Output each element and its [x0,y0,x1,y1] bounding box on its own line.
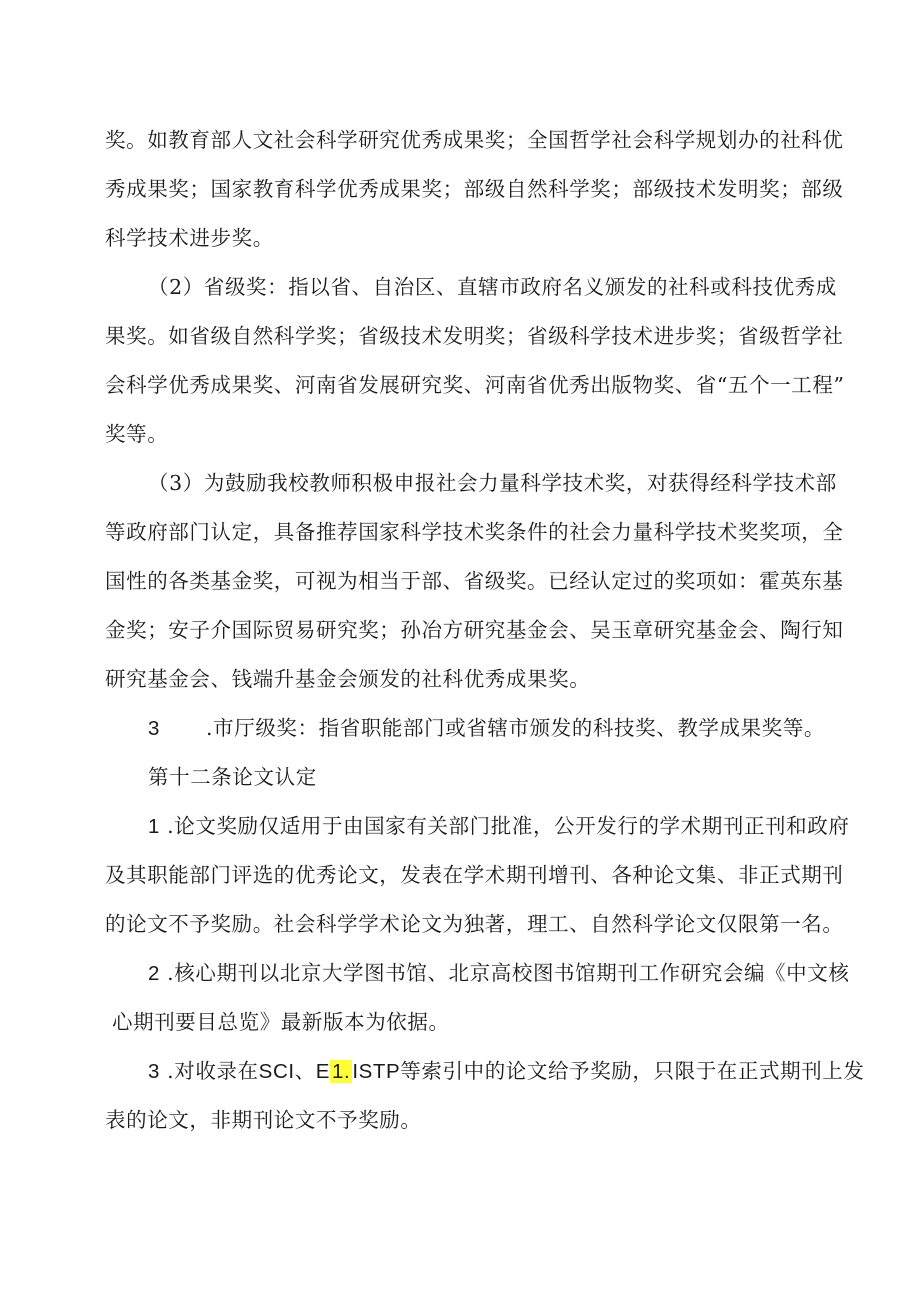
paragraph-3-line-4: 金奖；安子介国际贸易研究奖；孙冶方研究基金会、吴玉章研究基金会、陶行知 [105,618,844,642]
paragraph-7-text-b: 等索引中的论文给予奖励，只限于在正式期刊上发 [400,1059,865,1083]
item-number: 1 [148,815,161,838]
paragraph-3-text: 为鼓励我校教师积极申报社会力量科学技术奖，对获得经科学技术部 [203,471,837,495]
paragraph-3-line-3: 国性的各类基金奖，可视为相当于部、省级奖。已经认定过的奖项如：霍英东基 [105,569,844,593]
paragraph-7-line-2: 表的论文，非期刊论文不予奖励。 [105,1108,422,1132]
paragraph-1-line-2: 秀成果奖；国家教育科学优秀成果奖；部级自然科学奖；部级技术发明奖；部级 [105,177,844,201]
paragraph-3-line-5: 研究基金会、钱端升基金会颁发的社科优秀成果奖。 [105,667,591,691]
paragraph-6-text: .核心期刊以北京大学图书馆、北京高校图书馆期刊工作研究会编《中文核 [167,961,850,985]
paragraph-4-line-1 [148,714,825,743]
paragraph-2-text: 省级奖：指以省、自治区、直辖市政府名义颁发的社科或科技优秀成 [203,275,837,299]
paragraph-6-line-2: 心期刊要目总览》最新版本为依据。 [112,1010,450,1034]
paragraph-3-line-2: 等政府部门认定，具备推荐国家科学技术奖条件的社会力量科学技术奖奖项，全 [105,520,844,544]
paragraph-7-line-1 [148,1057,865,1086]
paragraph-5-line-3: 的论文不予奖励。社会科学学术论文为独著，理工、自然科学论文仅限第一名。 [105,912,844,936]
item-number: 3 [148,1060,161,1083]
index-istp: ISTP [352,1060,401,1083]
paragraph-3-line-1 [148,469,837,497]
item-number: 3 [148,717,161,740]
paragraph-6-line-1 [148,959,849,988]
item-number: （2） [148,275,204,299]
paragraph-4-text: .市厅级奖：指省职能部门或省辖市颁发的科技奖、教学成果奖等。 [206,716,826,740]
paragraph-2-line-3: 会科学优秀成果奖、河南省发展研究奖、河南省优秀出版物奖、省“五个一工程” [105,373,845,397]
section-heading: 第十二条论文认定 [148,765,317,789]
paragraph-7-text-a: .对收录在 [167,1059,259,1083]
paragraph-5-text: .论文奖励仅适用于由国家有关部门批准，公开发行的学术期刊正刊和政府 [167,814,850,838]
paragraph-5-line-1 [148,812,849,841]
paragraph-1-line-1: 奖。如教育部人文社会科学研究优秀成果奖；全国哲学社会科学规划办的社科优 [105,128,844,152]
paragraph-2-line-4: 奖等。 [105,422,169,446]
index-sci-ei: SCI、E [258,1060,331,1083]
item-number: （3） [148,471,204,495]
paragraph-1-line-3: 科学技术进步奖。 [105,226,274,250]
paragraph-2-line-2: 果奖。如省级自然科学奖；省级技术发明奖；省级科学技术进步奖；省级哲学社 [105,324,844,348]
highlighted-text: 1. [332,1060,351,1083]
item-number: 2 [148,962,161,985]
paragraph-5-line-2: 及其职能部门评选的优秀论文，发表在学术期刊增刊、各种论文集、非正式期刊 [105,863,844,887]
paragraph-2-line-1 [148,273,837,301]
